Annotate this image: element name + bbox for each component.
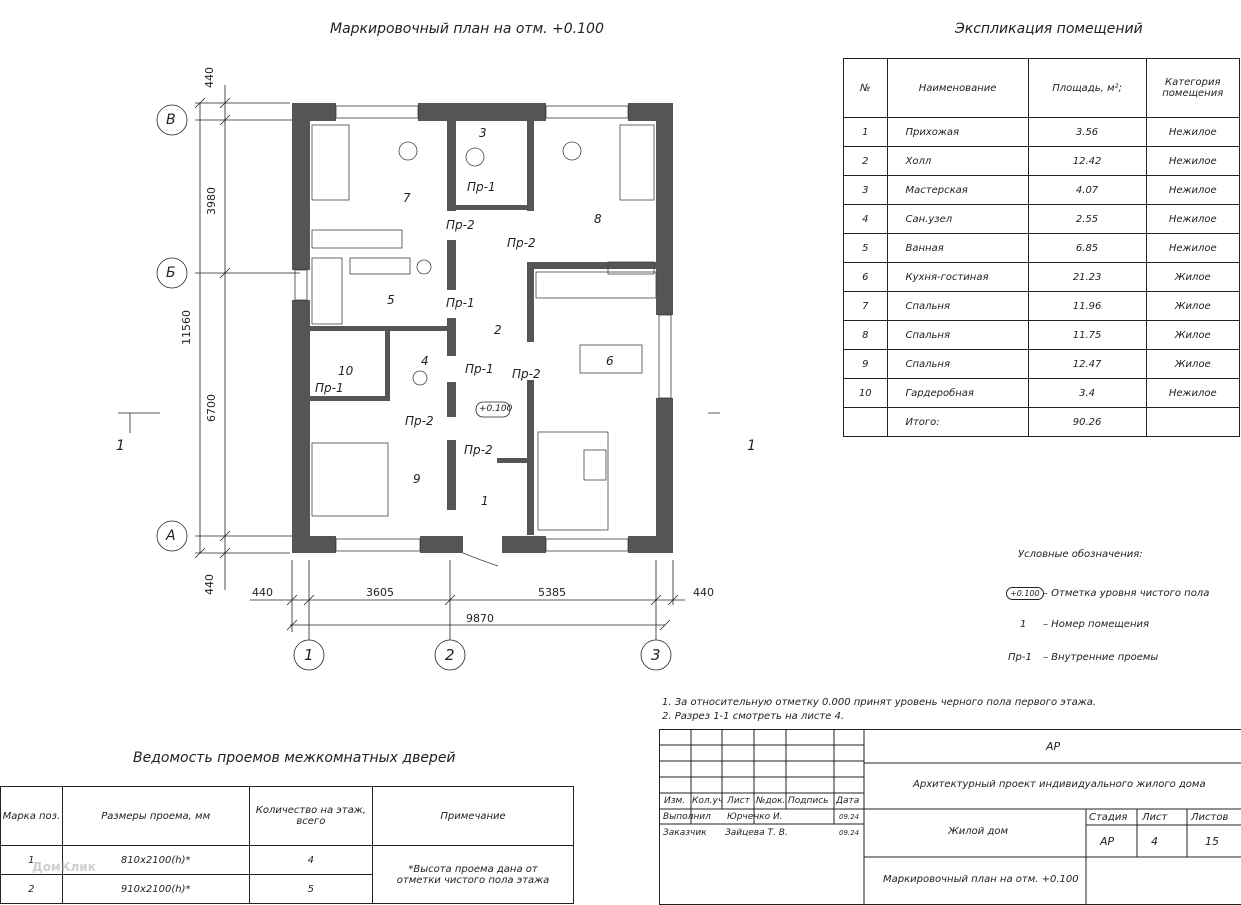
legend-text: – Номер помещения	[1043, 619, 1149, 630]
cell: Холл	[887, 147, 1028, 176]
cell: Ванная	[887, 234, 1028, 263]
cell: 3.56	[1028, 118, 1146, 147]
axis-label-3: 3	[651, 646, 661, 664]
cell: 9	[844, 350, 888, 379]
stamp-date-1: 09.24	[839, 813, 859, 821]
cell: Жилое	[1146, 292, 1240, 321]
floor-plan	[0, 0, 720, 690]
cell: 2	[1, 875, 63, 904]
stamp-col-podpis: Подпись	[788, 796, 828, 806]
plan-title: Маркировочный план на отм. +0.100	[330, 21, 604, 37]
cell: Прихожая	[887, 118, 1028, 147]
cell: Итого:	[887, 408, 1028, 437]
stamp-col-koluch: Кол.уч	[692, 796, 723, 806]
cell: Жилое	[1146, 321, 1240, 350]
door-label: Пр-2	[464, 443, 493, 457]
stamp-sheets: 15	[1205, 835, 1219, 848]
legend-symbol-room: 1	[1020, 619, 1026, 630]
stamp-date-2: 09.24	[839, 829, 859, 837]
stamp-sheet: 4	[1151, 835, 1158, 848]
stamp-project: Архитектурный проект индивидуального жилого дома	[913, 779, 1206, 790]
cell: Гардеробная	[887, 379, 1028, 408]
axis-label-2: 2	[445, 646, 455, 664]
stamp-name-1: Юрченко И.	[727, 812, 783, 822]
note-1: 1. За относительную отметку 0.000 принят уровень черного пола первого этажа.	[662, 697, 1096, 708]
room-number-5: 5	[387, 293, 395, 307]
legend-title: Условные обозначения:	[1018, 549, 1143, 560]
stamp-col-izm: Изм.	[664, 796, 685, 806]
stamp-stage-label: Стадия	[1089, 812, 1127, 823]
stamp-building: Жилой дом	[948, 826, 1008, 837]
dim-total: 9870	[466, 612, 494, 625]
door-label: Пр-2	[512, 367, 541, 381]
axis-label-a: А	[166, 528, 176, 544]
table-row	[844, 176, 1240, 205]
cell: 5	[844, 234, 888, 263]
axis-label-b: Б	[166, 265, 176, 281]
door-label: Пр-1	[465, 362, 494, 376]
cell: Жилое	[1146, 263, 1240, 292]
cell: 4.07	[1028, 176, 1146, 205]
cell: 4	[844, 205, 888, 234]
table-row	[844, 118, 1240, 147]
stamp-col-ndok: №док.	[756, 796, 785, 806]
room-number-7: 7	[403, 191, 411, 205]
cell: 6.85	[1028, 234, 1146, 263]
legend-symbol-door: Пр-1	[1008, 652, 1032, 663]
axis-label-v: В	[166, 112, 176, 128]
doors-table	[0, 786, 574, 904]
legend-text: – Отметка уровня чистого пола	[1043, 588, 1209, 599]
dim-bottom-440-right: 440	[693, 586, 714, 599]
cell: *Высота проема дана от отметки чистого пола этажа	[373, 846, 574, 904]
table-row-total	[844, 408, 1240, 437]
explication-table	[843, 58, 1240, 437]
legend-text: – Внутренние проемы	[1043, 652, 1158, 663]
door-label: Пр-1	[446, 296, 475, 310]
header-cell: №	[844, 59, 888, 118]
header-cell: Категория помещения	[1146, 59, 1240, 118]
room-number-9: 9	[413, 472, 421, 486]
table-row	[844, 234, 1240, 263]
level-mark: +0.100	[479, 404, 512, 414]
cell: 810х2100(h)*	[62, 846, 249, 875]
cell: Спальня	[887, 350, 1028, 379]
cell: 910х2100(h)*	[62, 875, 249, 904]
door-label: Пр-2	[446, 218, 475, 232]
header-cell: Количество на этаж, всего	[249, 787, 372, 846]
cell: 5	[249, 875, 372, 904]
stamp-name-2: Зайцева Т. В.	[725, 828, 788, 838]
cell: 7	[844, 292, 888, 321]
cell: Спальня	[887, 292, 1028, 321]
dim-left-bottom: 440	[203, 574, 216, 595]
cell: 10	[844, 379, 888, 408]
stamp-sheet-title: Маркировочный план на отм. +0.100	[883, 874, 1079, 885]
cell: 2.55	[1028, 205, 1146, 234]
table-row	[844, 321, 1240, 350]
table-row	[844, 205, 1240, 234]
cell: Нежилое	[1146, 176, 1240, 205]
room-number-10: 10	[338, 364, 353, 378]
cell: 12.47	[1028, 350, 1146, 379]
table-row	[844, 263, 1240, 292]
cell: 4	[249, 846, 372, 875]
dim-left-3980: 3980	[205, 187, 218, 215]
door-label: Пр-2	[405, 414, 434, 428]
cell: 3.4	[1028, 379, 1146, 408]
header-cell: Площадь, м²;	[1028, 59, 1146, 118]
doors-title: Ведомость проемов межкомнатных дверей	[133, 750, 456, 766]
cell	[1146, 408, 1240, 437]
cell: 11.96	[1028, 292, 1146, 321]
room-number-3: 3	[479, 126, 487, 140]
stamp-role-2: Заказчик	[663, 828, 707, 838]
room-number-4: 4	[421, 354, 429, 368]
cell	[844, 408, 888, 437]
cell: Нежилое	[1146, 118, 1240, 147]
section-label-right: 1	[747, 438, 756, 454]
cell: Нежилое	[1146, 205, 1240, 234]
table-row	[844, 147, 1240, 176]
header-cell: Наименование	[887, 59, 1028, 118]
table-row	[844, 292, 1240, 321]
door-label: Пр-1	[467, 180, 496, 194]
stamp-stage: АР	[1100, 835, 1114, 848]
stamp-sheet-label: Лист	[1142, 812, 1167, 823]
stamp-col-data: Дата	[836, 796, 859, 806]
cell: 1	[844, 118, 888, 147]
cell: 11.75	[1028, 321, 1146, 350]
cell: 3	[844, 176, 888, 205]
cell: Спальня	[887, 321, 1028, 350]
note-2: 2. Разрез 1-1 смотреть на листе 4.	[662, 711, 844, 722]
explication-title: Экспликация помещений	[955, 21, 1143, 37]
cell: Нежилое	[1146, 234, 1240, 263]
door-label: Пр-1	[315, 381, 344, 395]
axis-label-1: 1	[304, 646, 314, 664]
door-label: Пр-2	[507, 236, 536, 250]
cell: Кухня-гостиная	[887, 263, 1028, 292]
header-cell: Размеры проема, мм	[62, 787, 249, 846]
stamp-code: АР	[1046, 740, 1060, 753]
cell: 1	[1, 846, 63, 875]
stamp-role-1: Выполнил	[663, 812, 711, 822]
cell: Жилое	[1146, 350, 1240, 379]
room-number-2: 2	[494, 323, 502, 337]
dim-left-6700: 6700	[205, 394, 218, 422]
cell: 8	[844, 321, 888, 350]
table-row	[844, 350, 1240, 379]
section-label-left: 1	[116, 438, 125, 454]
room-number-1: 1	[481, 494, 489, 508]
cell: 90.26	[1028, 408, 1146, 437]
dim-bottom-440-left: 440	[252, 586, 273, 599]
dim-bottom-3605: 3605	[366, 586, 394, 599]
cell: 12.42	[1028, 147, 1146, 176]
cell: 2	[844, 147, 888, 176]
legend-symbol-level: +0.100	[1006, 587, 1044, 600]
cell: Мастерская	[887, 176, 1028, 205]
room-number-6: 6	[606, 354, 614, 368]
dim-left-top: 440	[203, 67, 216, 88]
watermark: ДомКлик	[32, 860, 96, 874]
cell: Нежилое	[1146, 379, 1240, 408]
cell: Сан.узел	[887, 205, 1028, 234]
room-number-8: 8	[594, 212, 602, 226]
cell: 21.23	[1028, 263, 1146, 292]
header-cell: Марка поз.	[1, 787, 63, 846]
dim-bottom-5385: 5385	[538, 586, 566, 599]
header-cell: Примечание	[373, 787, 574, 846]
cell: 6	[844, 263, 888, 292]
cell: Нежилое	[1146, 147, 1240, 176]
table-row	[844, 379, 1240, 408]
stamp-col-list: Лист	[727, 796, 750, 806]
stamp-sheets-label: Листов	[1191, 812, 1228, 823]
dim-left-total: 11560	[180, 310, 193, 345]
